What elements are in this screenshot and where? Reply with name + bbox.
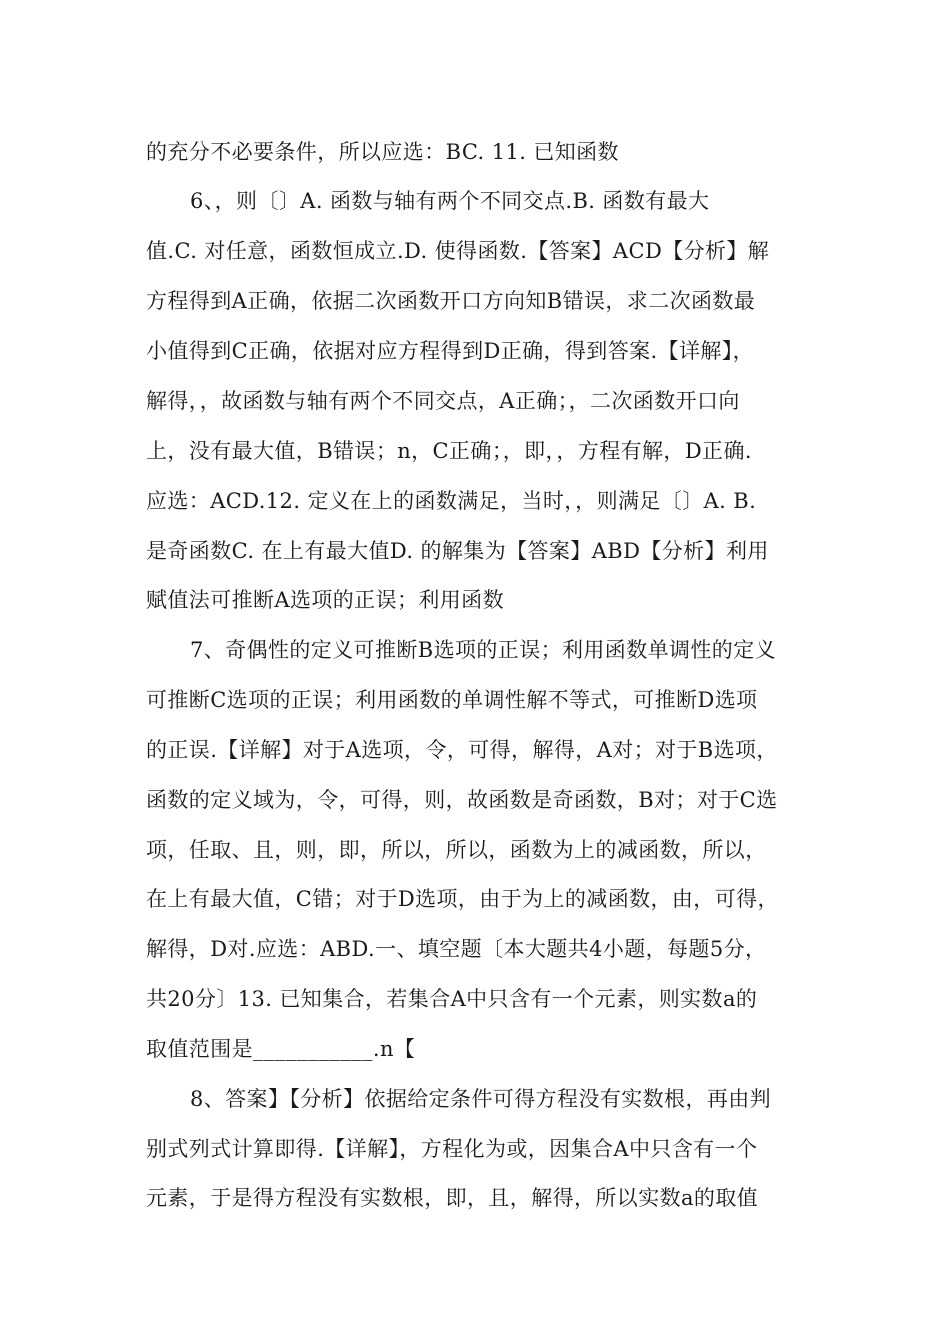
text-line: 应选：ACD.12. 定义在上的函数满足，当时，，则满足〔〕A. B.	[146, 489, 757, 513]
text-line: 方程得到A正确，依据二次函数开口方向知B错误，求二次函数最	[146, 289, 756, 313]
text-line: 的正误.【详解】对于A选项，令，可得，解得，A对；对于B选项，	[146, 738, 778, 762]
text-line: 共20分〕13. 已知集合，若集合A中只含有一个元素，则实数a的	[146, 987, 758, 1011]
text-line: 的充分不必要条件，所以应选：BC. 11. 已知函数	[146, 140, 619, 164]
text-line: 取值范围是___________.n【	[146, 1037, 416, 1061]
text-line: 上，没有最大值，B错误；n，C正确；，即，，方程有解，D正确.	[146, 439, 752, 463]
text-line: 解得，D对.应选：ABD.一、填空题〔本大题共4小题，每题5分，	[146, 937, 767, 961]
text-line: 元素，于是得方程没有实数根，即，且，解得，所以实数a的取值	[146, 1186, 759, 1210]
text-line: 函数的定义域为，令，可得，则，故函数是奇函数，B对；对于C选	[146, 788, 778, 812]
text-line: 7、奇偶性的定义可推断B选项的正误；利用函数单调性的定义	[190, 638, 776, 662]
text-line: 是奇函数C. 在上有最大值D. 的解集为【答案】ABD【分析】利用	[146, 539, 769, 563]
text-line: 小值得到C正确，依据对应方程得到D正确，得到答案.【详解】，	[146, 339, 755, 363]
text-line: 项，任取、且，则，即，所以，所以，函数为上的减函数，所以，	[146, 838, 767, 862]
text-line: 在上有最大值，C错；对于D选项，由于为上的减函数，由，可得，	[146, 887, 779, 911]
text-line: 解得，，故函数与轴有两个不同交点，A正确；，二次函数开口向	[146, 389, 740, 413]
text-line: 赋值法可推断A选项的正误；利用函数	[146, 588, 504, 612]
text-line: 6、，则〔〕A. 函数与轴有两个不同交点.B. 函数有最大	[190, 189, 710, 213]
text-line: 别式列式计算即得.【详解】，方程化为或，因集合A中只含有一个	[146, 1137, 758, 1161]
text-line: 值.C. 对任意，函数恒成立.D. 使得函数.【答案】ACD【分析】解	[146, 239, 770, 263]
text-line: 8、答案】【分析】依据给定条件可得方程没有实数根，再由判	[190, 1087, 772, 1111]
text-line: 可推断C选项的正误；利用函数的单调性解不等式，可推断D选项	[146, 688, 758, 712]
